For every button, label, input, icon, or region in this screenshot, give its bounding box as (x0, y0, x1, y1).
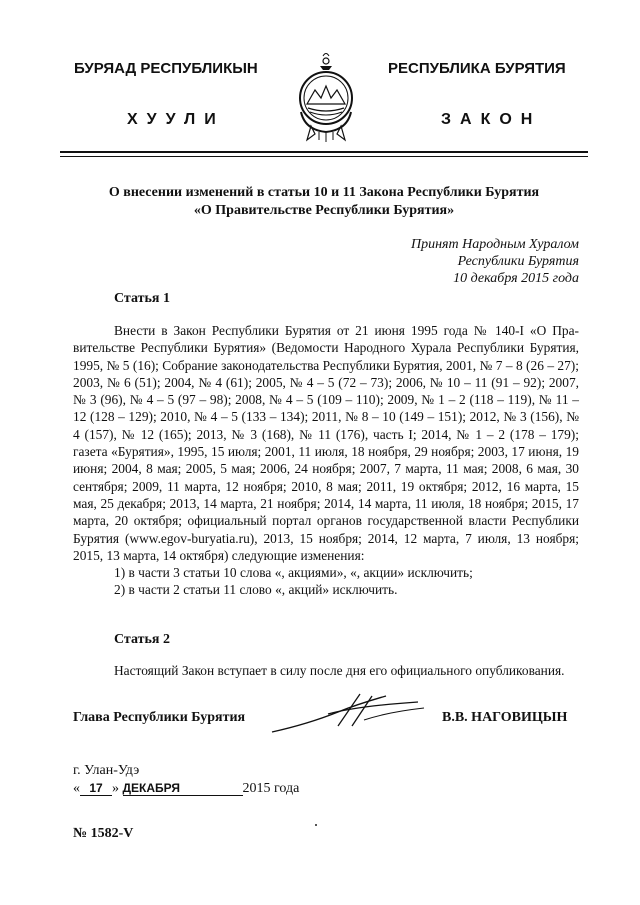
date-month: ДЕКАБРЯ (123, 781, 243, 796)
scan-speck (315, 824, 317, 826)
date-year: 2015 года (242, 781, 300, 796)
header-double-rule-thick (60, 151, 588, 153)
date-open-quote: « (73, 781, 80, 796)
header-republic-buryatia: РЕСПУБЛИКА БУРЯТИЯ (388, 60, 566, 77)
law-title-line-1: О внесении изменений в статьи 10 и 11 Закона Республики Бурятия (108, 185, 540, 200)
article-1-items (73, 564, 579, 599)
adoption-line-1: Принят Народным Хуралом (410, 237, 579, 252)
article-1-heading: Статья 1 (114, 291, 170, 306)
signatory-name: В.В. НАГОВИЦЫН (442, 710, 568, 725)
signing-date (73, 781, 299, 797)
adoption-note (411, 236, 579, 287)
article-2-paragraph: Настоящий Закон вступает в силу после дня его официального опубликования. (114, 663, 565, 678)
adoption-line-2: Республики Бурятия (457, 254, 579, 269)
signatory-position: Глава Республики Бурятия (73, 710, 246, 725)
law-title-line-2: «О Правительстве Республики Бурятия» (193, 203, 455, 218)
article-1-item-1: 1) в части 3 статьи 10 слова «, акциями», «, акции» исключить; (114, 565, 473, 581)
date-day: 17 (80, 781, 112, 796)
coat-of-arms-icon (293, 52, 359, 144)
adoption-date: 10 декабря 2015 года (453, 271, 579, 286)
article-1-paragraph: Внести в Закон Республики Бурятия от 21 июня 1995 года № 140-I «О Правительстве Республики Бурятия» (Ведомости Народного Хурала Республики Бурятия, 1995, № 5 (16); Собрание законодательства Республики Бурятия, 2001, № 7 – 8 (26 – 27); 2003, № 6 (51); 2004, № 4 (61); 2005, № 4 – 5 (72 – 73); 2006, № 10 – 11 (91 – 92); 2007, № 3 (96), № 4 – 5 (97 – 98); 2008, № 4 – 5 (109 – 110); 2009, № 1 – 2 (118 – 119), № 11 – 12 (128 – 129); 2010, № 4 – 5 (133 – 134); 2011, № 8 – 10 (149 – 151); 2012, № 3 (156), № 4 (157), № 12 (165); 2013, № 3 (168), № 11 (176), часть I; 2014, № 1 – 2 (178 – 179); газета «Бурятия», 1995, 15 июля; 2001, 11 июля, 18 ноября, 29 ноября; 2003, 17 июня, 19 июня; 2004, 8 мая; 2005, 5 мая; 2006, 24 ноября; 2007, 7 марта, 11 мая; 2008, 6 мая, 30 сентября; 2009, 11 марта, 12 ноября; 2010, 8 мая; 2011, 19 октября; 2012, 16 марта, 15 мая, 25 декабря; 2013, 14 марта, 21 ноября; 2014, 14 марта, 11 июля, 18 ноября; 2015, 17 марта, 20 октября; официальный портал органов государственной власти Республики Бурятия (www.egov-buryatia.ru), 2013, 15 ноября; 2014, 12 марта, 7 июля, 13 ноября; 2015, 13 марта, 14 октября) следующие изменения: (73, 323, 579, 563)
article-1-body (73, 322, 579, 599)
article-2-body (73, 662, 579, 679)
law-number: № 1582-V (73, 826, 134, 841)
place-of-signing: г. Улан-Удэ (73, 763, 140, 778)
header-buryat-republic: БУРЯАД РЕСПУБЛИКЫН (74, 60, 258, 77)
handwritten-signature-icon (268, 690, 428, 738)
header-zakon: ЗАКОН (441, 111, 542, 128)
law-title (60, 184, 588, 220)
article-1-item-2: 2) в части 2 статьи 11 слово «, акций» исключить. (114, 582, 398, 598)
header-double-rule-thin (60, 156, 588, 157)
article-2-heading: Статья 2 (114, 632, 170, 647)
header-khuuli: ХУУЛИ (127, 111, 225, 128)
date-close-quote: » (112, 781, 119, 796)
